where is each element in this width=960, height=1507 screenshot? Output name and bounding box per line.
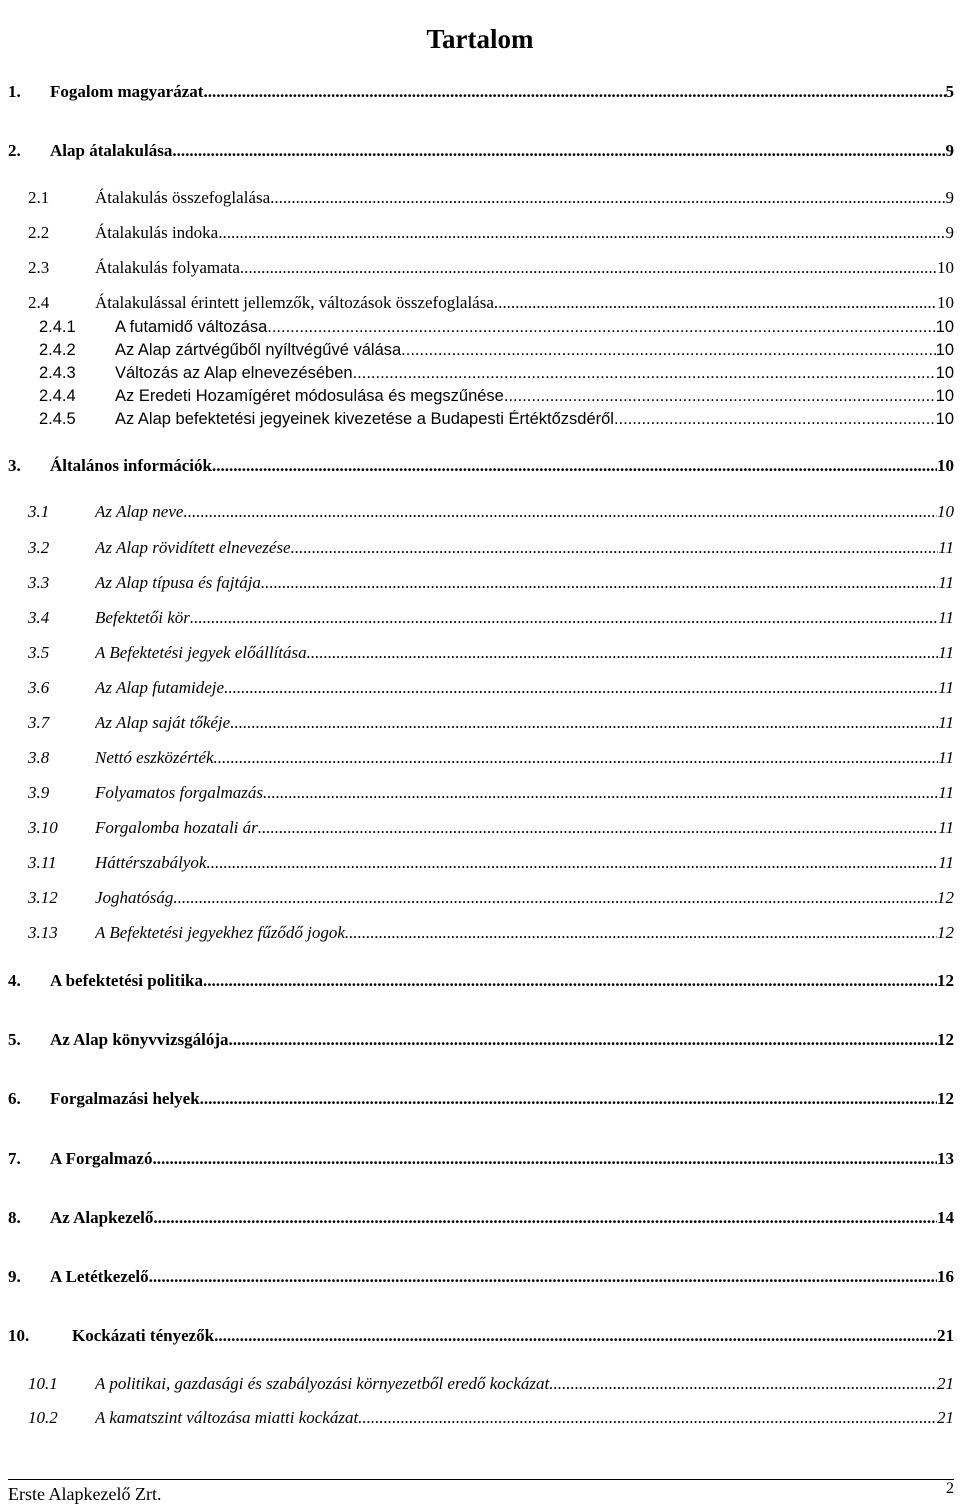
toc-entry[interactable] xyxy=(8,341,954,365)
toc-line xyxy=(95,223,954,243)
toc-leader-dots xyxy=(214,748,939,768)
footer-page-number: 2 xyxy=(946,1480,954,1497)
toc-title: Befektetői kör xyxy=(95,608,190,627)
toc-leader-dots xyxy=(172,141,945,161)
toc-leader-dots xyxy=(183,502,937,522)
toc-title: Az Alap rövidített elnevezése xyxy=(95,538,291,557)
toc-title: Változás az Alap elnevezésében xyxy=(115,364,353,382)
footer-divider xyxy=(8,1479,954,1480)
toc-leader-dots xyxy=(203,82,945,102)
toc-title: Fogalom magyarázat xyxy=(50,82,204,101)
toc-number: 2. xyxy=(8,141,21,160)
toc-entry[interactable] xyxy=(8,456,954,480)
toc-page-number: 13 xyxy=(937,1149,954,1168)
toc-line xyxy=(50,1267,954,1287)
toc-number: 2.4.4 xyxy=(39,387,76,405)
toc-entry[interactable] xyxy=(8,713,954,737)
toc-entry[interactable] xyxy=(8,538,954,562)
toc-number: 3.11 xyxy=(28,853,57,872)
toc-entry[interactable] xyxy=(8,783,954,807)
toc-line xyxy=(115,387,954,406)
toc-leader-dots xyxy=(224,678,938,698)
toc-leader-dots xyxy=(206,853,938,873)
toc-number: 6. xyxy=(8,1089,21,1108)
toc-entry[interactable] xyxy=(8,223,954,247)
toc-leader-dots xyxy=(267,318,935,337)
toc-number: 2.1 xyxy=(28,188,50,207)
toc-line xyxy=(95,573,954,593)
toc-line xyxy=(115,364,954,383)
toc-page-number: 10 xyxy=(935,341,954,359)
toc-title: Általános információk xyxy=(50,456,212,475)
toc-line xyxy=(95,188,954,208)
toc-entry[interactable] xyxy=(8,293,954,317)
toc-line xyxy=(95,608,954,628)
toc-leader-dots xyxy=(358,1408,937,1428)
toc-line xyxy=(95,502,954,522)
toc-leader-dots xyxy=(614,410,936,429)
toc-entry[interactable] xyxy=(8,364,954,388)
toc-title: Átalakulás folyamata xyxy=(95,258,240,277)
toc-number: 7. xyxy=(8,1149,21,1168)
page-title: Tartalom xyxy=(426,24,534,54)
toc-line xyxy=(95,923,954,943)
toc-page-number: 11 xyxy=(938,748,954,767)
toc-page-number: 9 xyxy=(945,141,954,160)
toc-title: A Befektetési jegyek előállítása xyxy=(95,643,307,662)
toc-page-number: 11 xyxy=(938,713,954,732)
toc-page-number: 10 xyxy=(937,456,954,475)
toc-leader-dots xyxy=(307,643,939,663)
toc-title: Az Alap könyvvizsgálója xyxy=(50,1030,229,1049)
toc-entry[interactable] xyxy=(8,971,954,995)
toc-line xyxy=(95,678,954,698)
toc-line xyxy=(95,748,954,768)
toc-page-number: 10 xyxy=(935,387,954,405)
toc-leader-dots xyxy=(494,293,937,313)
toc-number: 10.2 xyxy=(28,1408,58,1427)
toc-leader-dots xyxy=(401,341,935,360)
toc-title: Az Alap típusa és fajtája xyxy=(95,573,261,592)
toc-title: Átalakulással érintett jellemzők, változások összefoglalása xyxy=(95,293,494,312)
toc-title: Háttérszabályok xyxy=(95,853,207,872)
toc-title: Joghatóság xyxy=(95,888,174,907)
toc-line xyxy=(115,341,954,360)
toc-number: 2.4 xyxy=(28,293,50,312)
toc-leader-dots xyxy=(261,573,938,593)
toc-number: 3.9 xyxy=(28,783,50,802)
toc-line xyxy=(115,318,954,337)
toc-entry[interactable] xyxy=(8,573,954,597)
toc-leader-dots xyxy=(152,1149,937,1169)
toc-page-number: 10 xyxy=(937,293,954,312)
toc-number: 1. xyxy=(8,82,21,101)
toc-page-number: 5 xyxy=(945,82,954,101)
toc-title: Alap átalakulása xyxy=(50,141,173,160)
toc-page-number: 16 xyxy=(937,1267,954,1286)
toc-line xyxy=(95,538,954,558)
toc-number: 10. xyxy=(8,1326,30,1345)
toc-number: 3.5 xyxy=(28,643,50,662)
toc-entry[interactable] xyxy=(8,1374,954,1398)
toc-title: Az Alapkezelő xyxy=(50,1208,154,1227)
toc-title: Folyamatos forgalmazás xyxy=(95,783,263,802)
toc-page-number: 12 xyxy=(937,888,954,907)
toc-number: 3. xyxy=(8,456,21,475)
toc-leader-dots xyxy=(190,608,938,628)
toc-title: Az Eredeti Hozamígéret módosulása és megszűnése xyxy=(115,387,504,405)
toc-leader-dots xyxy=(229,1030,937,1050)
toc-entry[interactable] xyxy=(8,387,954,411)
toc-number: 3.6 xyxy=(28,678,50,697)
toc-title: Kockázati tényezők xyxy=(72,1326,215,1345)
toc-page-number: 21 xyxy=(937,1408,954,1427)
toc-entry[interactable] xyxy=(8,318,954,342)
toc-leader-dots xyxy=(353,364,936,383)
toc-page-number: 11 xyxy=(938,573,954,592)
toc-line xyxy=(115,410,954,429)
toc-entry[interactable] xyxy=(8,818,954,842)
toc-entry[interactable] xyxy=(8,82,954,106)
toc-line xyxy=(50,82,954,102)
toc-page-number: 14 xyxy=(937,1208,954,1227)
toc-line xyxy=(95,713,954,733)
toc-leader-dots xyxy=(214,1326,937,1346)
toc-title: Nettó eszközérték xyxy=(95,748,214,767)
toc-page-number: 21 xyxy=(937,1374,954,1393)
toc-number: 3.3 xyxy=(28,573,50,592)
toc-entry[interactable] xyxy=(8,608,954,632)
toc-page-number: 9 xyxy=(945,223,954,242)
toc-page-number: 12 xyxy=(937,1089,954,1108)
toc-leader-dots xyxy=(153,1208,937,1228)
toc-line xyxy=(50,1208,954,1228)
toc-line xyxy=(50,1030,954,1050)
toc-leader-dots xyxy=(212,456,937,476)
toc-leader-dots xyxy=(270,188,945,208)
toc-entry[interactable] xyxy=(8,748,954,772)
toc-line xyxy=(95,1374,954,1394)
toc-page-number: 11 xyxy=(938,783,954,802)
toc-number: 2.3 xyxy=(28,258,50,277)
toc-number: 2.4.2 xyxy=(39,341,76,359)
toc-line xyxy=(95,258,954,278)
toc-entry[interactable] xyxy=(8,1030,954,1054)
toc-title: Átalakulás összefoglalása xyxy=(95,188,271,207)
toc-leader-dots xyxy=(218,223,945,243)
toc-title: Forgalomba hozatali ár xyxy=(95,818,258,837)
toc-title: Átalakulás indoka xyxy=(95,223,219,242)
toc-entry[interactable] xyxy=(8,188,954,212)
toc-line xyxy=(95,783,954,803)
toc-page-number: 12 xyxy=(937,923,954,942)
toc-leader-dots xyxy=(504,387,936,406)
toc-leader-dots xyxy=(291,538,939,558)
toc-line xyxy=(95,293,954,313)
toc-title: A Befektetési jegyekhez fűződő jogok xyxy=(95,923,345,942)
toc-number: 3.1 xyxy=(28,502,50,521)
toc-title: A kamatszint változása miatti kockázat xyxy=(95,1408,359,1427)
toc-page-number: 11 xyxy=(938,538,954,557)
toc-number: 3.13 xyxy=(28,923,58,942)
toc-number: 10.1 xyxy=(28,1374,58,1393)
toc-entry[interactable] xyxy=(8,888,954,912)
toc-page-number: 9 xyxy=(945,188,954,207)
toc-title: A befektetési politika xyxy=(50,971,203,990)
toc-entry[interactable] xyxy=(8,258,954,282)
toc-page-number: 12 xyxy=(937,971,954,990)
toc-number: 2.4.5 xyxy=(39,410,76,428)
toc-line xyxy=(50,141,954,161)
toc-page-number: 10 xyxy=(937,502,954,521)
toc-line xyxy=(72,1326,954,1346)
toc-page-number: 11 xyxy=(938,608,954,627)
toc-title: A futamidő változása xyxy=(115,318,268,336)
toc-entry[interactable] xyxy=(8,1267,954,1291)
toc-entry[interactable] xyxy=(8,923,954,947)
toc-title: A Letétkezelő xyxy=(50,1267,149,1286)
toc-entry[interactable] xyxy=(8,1208,954,1232)
toc-number: 3.2 xyxy=(28,538,50,557)
toc-title: Az Alap zártvégűből nyíltvégűvé válása xyxy=(115,341,402,359)
toc-entry[interactable] xyxy=(8,1149,954,1173)
toc-line xyxy=(95,853,954,873)
toc-leader-dots xyxy=(240,258,937,278)
toc-line xyxy=(50,1149,954,1169)
toc-page-number: 12 xyxy=(937,1030,954,1049)
toc-page-number: 10 xyxy=(935,364,954,382)
toc-number: 2.4.1 xyxy=(39,318,76,336)
toc-leader-dots xyxy=(230,713,938,733)
toc-page-number: 10 xyxy=(935,410,954,428)
toc-line xyxy=(50,971,954,991)
toc-leader-dots xyxy=(258,818,938,838)
toc-line xyxy=(95,1408,954,1428)
toc-entry[interactable] xyxy=(8,1089,954,1113)
toc-entry[interactable] xyxy=(8,141,954,165)
toc-line xyxy=(50,456,954,476)
toc-page-number: 11 xyxy=(938,853,954,872)
toc-leader-dots xyxy=(263,783,938,803)
toc-leader-dots xyxy=(173,888,937,908)
toc-entry[interactable] xyxy=(8,410,954,434)
toc-entry[interactable] xyxy=(8,1408,954,1432)
toc-line xyxy=(95,643,954,663)
toc-leader-dots xyxy=(149,1267,937,1287)
toc-entry[interactable] xyxy=(8,502,954,526)
toc-entry[interactable] xyxy=(8,643,954,667)
toc-leader-dots xyxy=(345,923,937,943)
toc-page-number: 11 xyxy=(938,818,954,837)
toc-title: Az Alap futamideje xyxy=(95,678,225,697)
toc-title: Az Alap befektetési jegyeinek kivezetése a Budapesti Értéktőzsdéről xyxy=(115,410,614,428)
toc-leader-dots xyxy=(549,1374,937,1394)
toc-number: 2.4.3 xyxy=(39,364,76,382)
toc-leader-dots xyxy=(203,971,937,991)
toc-entry[interactable] xyxy=(8,853,954,877)
toc-number: 4. xyxy=(8,971,21,990)
toc-line xyxy=(95,818,954,838)
toc-number: 3.7 xyxy=(28,713,50,732)
toc-number: 3.10 xyxy=(28,818,58,837)
toc-title: A politikai, gazdasági és szabályozási környezetből eredő kockázat xyxy=(95,1374,550,1393)
toc-line xyxy=(50,1089,954,1109)
toc-page-number: 11 xyxy=(938,643,954,662)
toc-title: Forgalmazási helyek xyxy=(50,1089,200,1108)
toc-title: A Forgalmazó xyxy=(50,1149,153,1168)
toc-number: 3.8 xyxy=(28,748,50,767)
toc-number: 9. xyxy=(8,1267,21,1286)
footer-company: Erste Alapkezelő Zrt. xyxy=(8,1484,162,1504)
toc-title: Az Alap neve xyxy=(95,502,184,521)
toc-number: 5. xyxy=(8,1030,21,1049)
toc-number: 2.2 xyxy=(28,223,50,242)
toc-entry[interactable] xyxy=(8,678,954,702)
toc-line xyxy=(95,888,954,908)
toc-page-number: 10 xyxy=(935,318,954,336)
toc-page-number: 21 xyxy=(937,1326,954,1345)
toc-number: 3.4 xyxy=(28,608,50,627)
toc-number: 3.12 xyxy=(28,888,58,907)
toc-page-number: 11 xyxy=(938,678,954,697)
toc-entry[interactable] xyxy=(8,1326,954,1350)
toc-number: 8. xyxy=(8,1208,21,1227)
toc-title: Az Alap saját tőkéje xyxy=(95,713,231,732)
toc-page-number: 10 xyxy=(937,258,954,277)
toc-leader-dots xyxy=(200,1089,937,1109)
